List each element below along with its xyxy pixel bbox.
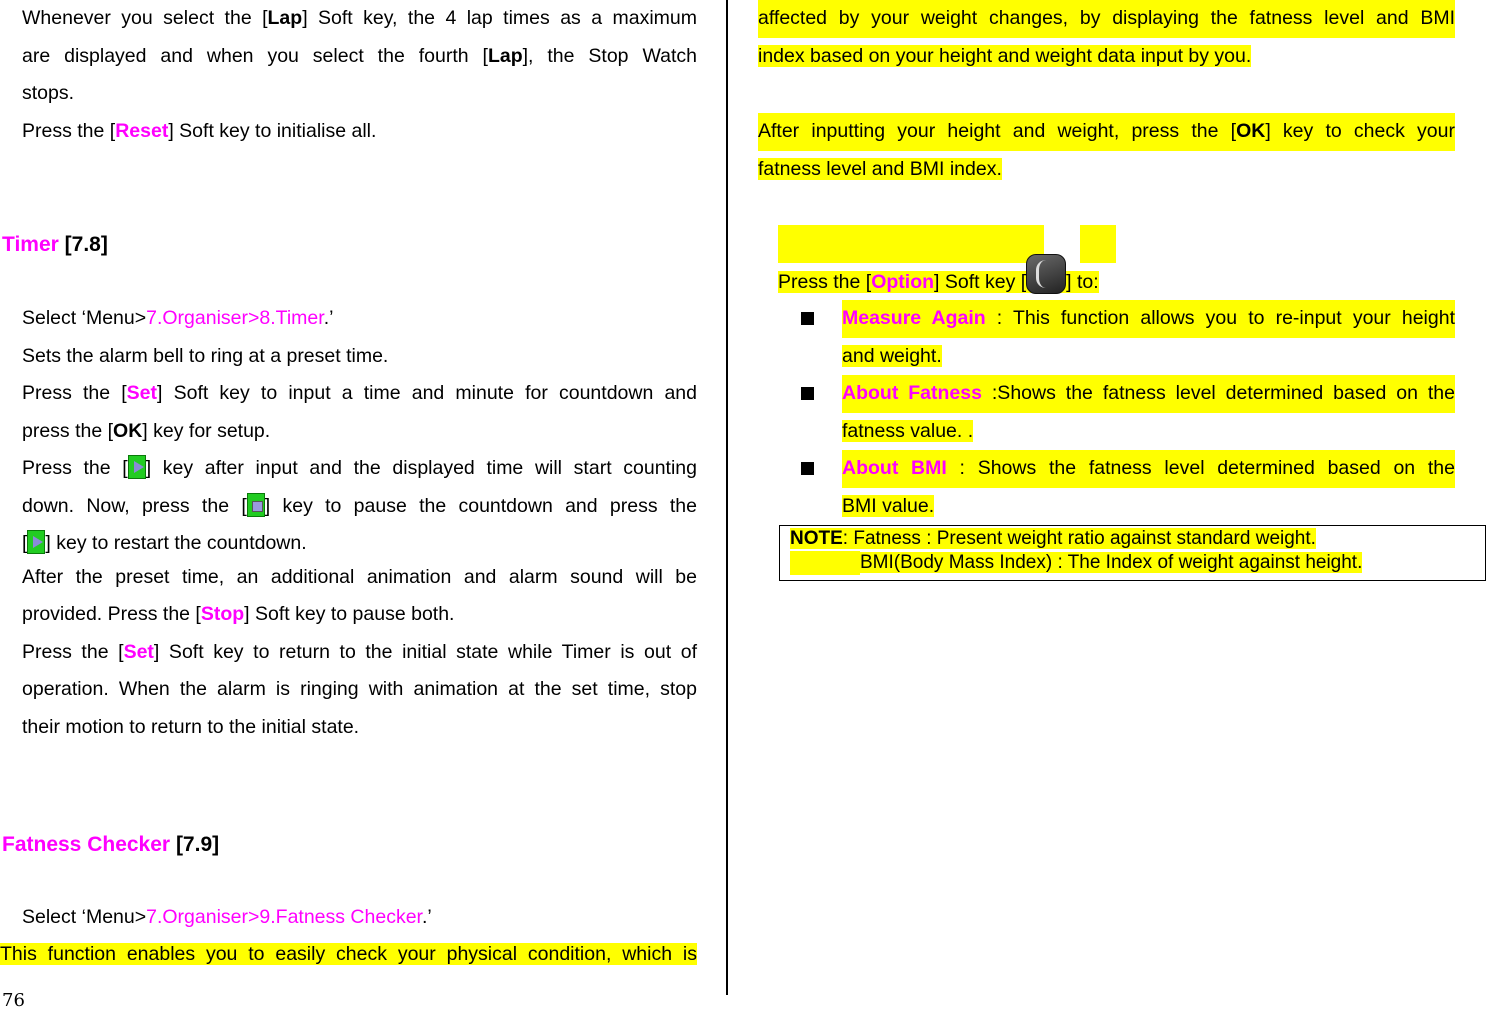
play-icon xyxy=(27,530,45,554)
page-number: 76 xyxy=(2,990,25,1011)
bullet-icon xyxy=(801,312,814,325)
highlighted-text: This function enables you to easily check your physical condition, which is xyxy=(0,943,697,965)
note-box: NOTE: Fatness : Present weight ratio against standard weight. BMI(Body Mass Index) : The Index of weight against height. xyxy=(779,525,1486,581)
text-line: [ ] key to restart the countdown. xyxy=(22,532,307,554)
text-line: stops. xyxy=(22,82,75,104)
highlighted-text: After inputting your height and weight, press the [OK] key to check your xyxy=(758,113,1455,151)
bullet-icon xyxy=(801,462,814,475)
bullet-measure-again: Measure Again : This function allows you to re-input your height and weight. xyxy=(842,300,1455,375)
text-line: press the [OK] key for setup. xyxy=(22,419,271,442)
text-line: Press the [Set] Soft key to return to the initial state while Timer is out of xyxy=(22,640,697,663)
text-line: operation. When the alarm is ringing with animation at the set time, stop xyxy=(22,678,697,700)
text-line: provided. Press the [Stop] Soft key to pause both. xyxy=(22,603,455,625)
stop-icon xyxy=(247,493,265,517)
text-line: After the preset time, an additional animation and alarm sound will be xyxy=(22,565,697,588)
option-line: Press the [Option] Soft key [ ] to: xyxy=(778,254,1118,301)
text-line: Press the [Set] Soft key to input a time and minute for countdown and xyxy=(22,382,697,404)
play-icon xyxy=(128,455,146,479)
text-line: Select ‘Menu>7.Organiser>8.Timer.’ xyxy=(22,307,334,329)
timer-heading: Timer [7.8] xyxy=(2,233,108,256)
timer-paragraph xyxy=(22,300,697,746)
highlighted-text: fatness level and BMI index. xyxy=(758,157,1002,180)
note-label: NOTE xyxy=(790,528,843,549)
text-line: Press the [Reset] Soft key to initialise all. xyxy=(22,119,377,142)
fatness-checker-heading: Fatness Checker [7.9] xyxy=(2,833,220,856)
highlighted-text: affected by your weight changes, by displaying the fatness level and BMI xyxy=(758,0,1455,38)
option-key-icon xyxy=(1026,254,1066,294)
stopwatch-paragraph xyxy=(22,0,697,150)
ok-paragraph xyxy=(758,113,1455,188)
bullet-about-fatness: About Fatness :Shows the fatness level determined based on the fatness value. . xyxy=(842,375,1455,450)
bullet-icon xyxy=(801,387,814,400)
bullet-about-bmi: About BMI : Shows the fatness level determined based on the BMI value. xyxy=(842,450,1455,525)
column-divider xyxy=(726,0,728,995)
text-line: Whenever you select the [Lap] Soft key, the 4 lap times as a maximum xyxy=(22,7,698,29)
text-line: their motion to return to the initial state. xyxy=(22,715,360,738)
fatness-intro-line xyxy=(0,936,697,974)
highlighted-text: index based on your height and weight data input by you. xyxy=(758,44,1252,67)
fatness-select-line xyxy=(22,899,697,937)
text-line: down. Now, press the [ ] key to pause the countdown and press the xyxy=(22,494,697,517)
fatness-intro-continued xyxy=(758,0,1455,75)
text-line: Sets the alarm bell to ring at a preset time. xyxy=(22,344,389,367)
text-line: are displayed and when you select the fourth [Lap], the Stop Watch xyxy=(22,44,697,67)
text-line: Press the [ ] key after input and the displayed time will start counting xyxy=(22,457,697,479)
text-line: Select ‘Menu>7.Organiser>9.Fatness Checker.’ xyxy=(22,906,432,928)
